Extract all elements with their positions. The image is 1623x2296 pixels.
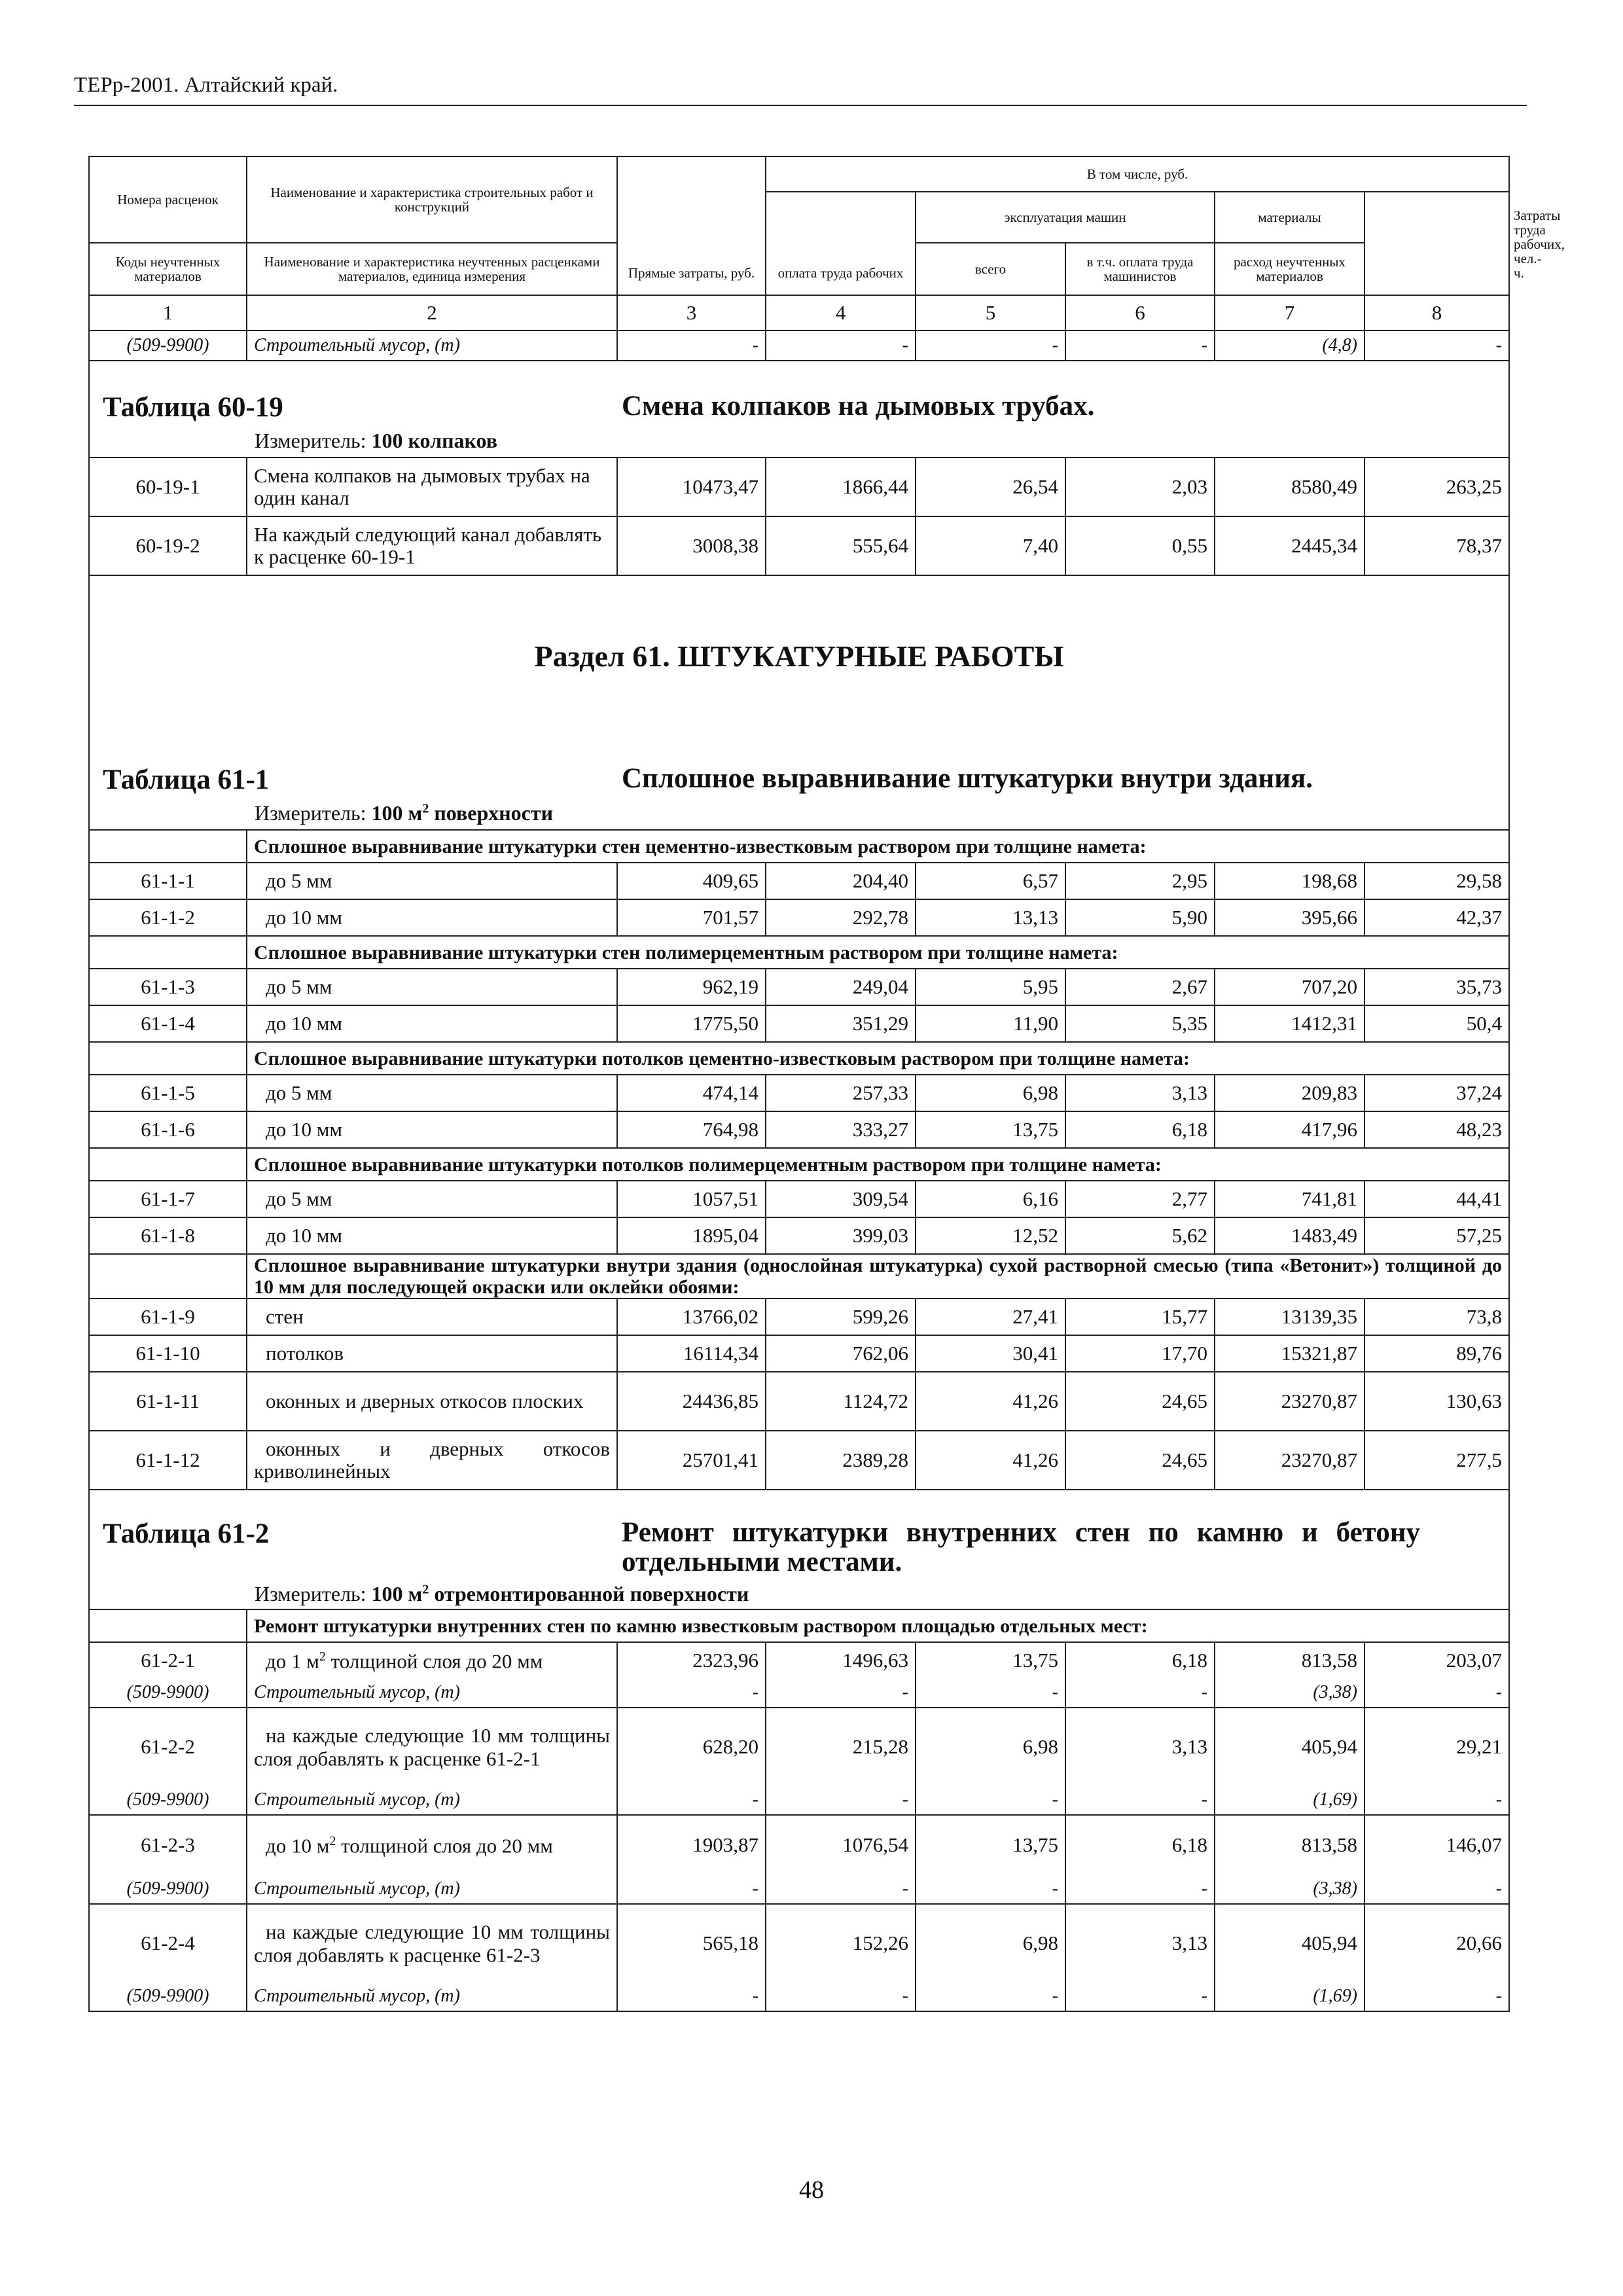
group-spacer [89, 1254, 247, 1299]
meter-line [90, 429, 1508, 453]
cell-mach-pay: - [1065, 1678, 1215, 1708]
table-row [89, 457, 1509, 516]
col-number: 6 [1065, 295, 1215, 331]
group-heading-row [89, 1042, 1509, 1075]
cell-direct: 10473,47 [617, 457, 766, 516]
table-60-19-caption [89, 361, 1509, 457]
col-number: 1 [89, 295, 247, 331]
cell-direct: 1903,87 [617, 1815, 766, 1874]
table-number: Таблица 61-1 [103, 764, 270, 795]
meter-rest: поверхности [429, 801, 554, 825]
table-row [89, 1372, 1509, 1431]
rate-name: стен [247, 1299, 617, 1335]
cell-mach-pay: - [1065, 331, 1215, 361]
rate-name: до 10 мм [247, 1111, 617, 1148]
cell-pay: 2389,28 [766, 1431, 916, 1490]
cell-mach-pay: 2,03 [1065, 457, 1215, 516]
cell-material: 209,83 [1215, 1075, 1364, 1111]
header-materials: материалы [1215, 192, 1364, 243]
header-machinists-pay: в т.ч. оплата труда машинистов [1065, 243, 1215, 295]
cell-pay: - [766, 1678, 916, 1708]
debris-row [89, 1785, 1509, 1815]
header-material-name: Наименование и характеристика неучтенных расценками материалов, единица измерения [247, 243, 617, 295]
cell-mach-pay: 5,35 [1065, 1005, 1215, 1042]
cell-direct: - [617, 1874, 766, 1904]
meter-label: Измеритель: [255, 1582, 366, 1606]
cell-material: 1412,31 [1215, 1005, 1364, 1042]
rate-code: 60-19-1 [89, 457, 247, 516]
cell-direct: 409,65 [617, 863, 766, 899]
meter-rest: отремонтированной поверхности [429, 1582, 749, 1606]
cell-material: (4,8) [1215, 331, 1364, 361]
cell-labor: 146,07 [1364, 1815, 1509, 1874]
table-row [89, 899, 1509, 936]
cell-labor: 48,23 [1364, 1111, 1509, 1148]
rate-name [247, 1642, 617, 1678]
cell-direct: 13766,02 [617, 1299, 766, 1335]
cell-mach: - [916, 1785, 1065, 1815]
cell-mach: 26,54 [916, 457, 1065, 516]
group-heading-row [89, 830, 1509, 863]
cell-mach: 13,75 [916, 1642, 1065, 1678]
table-row [89, 1299, 1509, 1335]
cell-labor: 29,58 [1364, 863, 1509, 899]
table-row [89, 1111, 1509, 1148]
cell-pay: - [766, 1982, 916, 2011]
rate-name: до 5 мм [247, 1181, 617, 1217]
group-spacer [89, 1042, 247, 1075]
rate-code: 61-1-7 [89, 1181, 247, 1217]
cell-pay: 1076,54 [766, 1815, 916, 1874]
group-heading: Ремонт штукатурки внутренних стен по камню известковым раствором площадью отдельных мест: [247, 1609, 1509, 1642]
rate-name: оконных и дверных откосов плоских [247, 1372, 617, 1431]
cell-material: 405,94 [1215, 1904, 1364, 1982]
cell-material: 395,66 [1215, 899, 1364, 936]
meter-label: Измеритель: [255, 801, 366, 825]
cell-material: (1,69) [1215, 1785, 1364, 1815]
rate-code: 61-1-10 [89, 1335, 247, 1372]
cell-mach-pay: 3,13 [1065, 1904, 1215, 1982]
rate-name: до 10 мм [247, 1217, 617, 1254]
rate-code: 61-1-1 [89, 863, 247, 899]
cell-mach-pay: 6,18 [1065, 1111, 1215, 1148]
rate-code: 61-1-2 [89, 899, 247, 936]
meter-line [90, 801, 1508, 825]
cell-mach: 41,26 [916, 1431, 1065, 1490]
debris-name: Строительный мусор, (т) [247, 1982, 617, 2011]
cell-labor: 57,25 [1364, 1217, 1509, 1254]
meter-label: Измеритель: [255, 429, 366, 452]
cell-pay: 309,54 [766, 1181, 916, 1217]
cell-material: 813,58 [1215, 1642, 1364, 1678]
cell-material: (1,69) [1215, 1982, 1364, 2011]
group-heading: Сплошное выравнивание штукатурки внутри здания (однослойная штукатурка) сухой растворной смесью (типа «Ветонит») толщиной до 10 мм для последующей окраски или оклейки обоями: [247, 1254, 1509, 1299]
cell-pay: 555,64 [766, 516, 916, 575]
rate-name-rest: толщиной слоя до 20 мм [325, 1649, 543, 1672]
cell-labor: 50,4 [1364, 1005, 1509, 1042]
cell-mach-pay: 17,70 [1065, 1335, 1215, 1372]
rate-name: до 10 мм [247, 899, 617, 936]
rate-code: 61-2-2 [89, 1708, 247, 1785]
table-number: Таблица 61-2 [103, 1518, 270, 1549]
rate-code: 60-19-2 [89, 516, 247, 575]
cell-direct: 764,98 [617, 1111, 766, 1148]
cell-material: 813,58 [1215, 1815, 1364, 1874]
rate-code: 61-2-4 [89, 1904, 247, 1982]
cell-mach-pay: 0,55 [1065, 516, 1215, 575]
section-title: Раздел 61. ШТУКАТУРНЫЕ РАБОТЫ [534, 639, 1064, 673]
cell-labor: 37,24 [1364, 1075, 1509, 1111]
table-number: Таблица 60-19 [103, 392, 283, 423]
cell-mach: - [916, 1678, 1065, 1708]
cell-mach-pay: 2,95 [1065, 863, 1215, 899]
cell-material: 417,96 [1215, 1111, 1364, 1148]
table-title: Ремонт штукатурки внутренних стен по камню и бетону отдельными местами. [622, 1517, 1420, 1578]
rate-name: до 10 мм [247, 1005, 617, 1042]
table-row [89, 1005, 1509, 1042]
rate-name [247, 1708, 617, 1785]
table-row [89, 1431, 1509, 1490]
cell-pay: - [766, 1874, 916, 1904]
cell-mach-pay: 24,65 [1065, 1431, 1215, 1490]
cell-mach-pay: - [1065, 1982, 1215, 2011]
rate-name-sup: 2 [319, 1649, 326, 1664]
meter-sup: 2 [422, 1582, 429, 1597]
cell-material: 198,68 [1215, 863, 1364, 899]
cell-mach-pay: 2,77 [1065, 1181, 1215, 1217]
cell-mach: 12,52 [916, 1217, 1065, 1254]
cell-labor: - [1364, 1874, 1509, 1904]
cell-material: 741,81 [1215, 1181, 1364, 1217]
table-row [89, 1217, 1509, 1254]
cell-mach: 30,41 [916, 1335, 1065, 1372]
rate-code: 61-1-11 [89, 1372, 247, 1431]
debris-name: Строительный мусор, (т) [247, 1874, 617, 1904]
group-heading-row [89, 1254, 1509, 1299]
rates-table: Номера расценок Наименование и характеристика строительных работ и конструкций Прямые затраты, руб. В том числе, руб. Затраты труда рабочих, чел.-ч. оплата труда рабочих эксплуатация машин материалы Коды неучтенных материалов Наименование и характеристика неучтенных расценками материалов, единица измерения всего в т.ч. оплата труда машинистов расход неучтенных материалов 1 2 3 4 5 6 7 8 (509-9900) Строительный мусор, (т) - - - - (4,8) - Таблица 60-19 Смена колпаков на дымовых трубах. Измеритель: 100 колпаков 60-19-1 Смена колпаков на дымовых трубах на один канал 10473,47 1866,44 26,54 2,03 8580,49 263,25 60-19-2 На каждый следующий канал добавлять к расценке 60-19-1 3008,38 555,64 7,40 0,55 2445,34 78,37 Раздел 61. ШТУКАТУРНЫЕ РАБОТЫ Таблица 61-1 Сплошное выравнивание штукатурки внутри здания. Измеритель: 100 $м^2$ поверхности Сплошное выравнивание штукатурки стен цементно-известковым раствором при толщине намета: 61-1-1 до 5 мм 409,65 204,40 6,57 2,95 198,68 29,58 61-1-2 до 10 мм 701,57 292,78 13,13 5,90 395,66 42,37 Сплошное выравнивание штукатурки стен полимерцементным раствором при толщине намета: 61-1-3 до 5 мм 962,19 249,04 5,95 2,67 707,20 35,73 61-1-4 до 10 мм 1775,50 351,29 11,90 5,35 1412,31 50,4 Сплошное выравнивание штукатурки потолков цементно-известковым раствором при толщине намета: 61-1-5 до 5 мм 474,14 257,33 6,98 3,13 209,83 37,24 61-1-6 до 10 мм 764,98 333,27 13,75 6,18 417,96 48,23 Сплошное выравнивание штукатурки потолков полимерцементным раствором при толщине намета: 61-1-7 до 5 мм 1057,51 309,54 6,16 2,77 741,81 44,41 61-1-8 до 10 мм 1895,04 399,03 12,52 5,62 1483,49 57,25 Сплошное выравнивание штукатурки внутри здания (однослойная штукатурка) сухой растворной смесью (типа «Ветонит») толщиной до 10 мм для последующей окраски или оклейки обоями: 61-1-9 стен 13766,02 599,26 27,41 15,77 13139,35 73,8 61-1-10 потолков 16114,34 762,06 30,41 17,70 15321,87 89,76 61-1-11 оконных и дверных откосов плоских 24436,85 1124,72 41,26 24,65 23270,87 130,63 61-1-12 оконных и дверных откосов криволинейных 25701,41 2389,28 41,26 24,65 23270,87 277,5 Таблица 61-2 Ремонт штукатурки внутренних стен по камню и бетону отдельными местами. Измеритель: 100 $м^2$ отремонтированной поверхности Ремонт штукатурки внутренних стен по камню известковым раствором площадью отдельных мест: 61-2-1 до 1 $м^2$ толщиной слоя до 20 мм 2323,96 1496,63 13,75 6,18 813,58 203,07 (509-9900) Строительный мусор, (т) - - - - (3,38) - 61-2-2 на каждые следующие 10 мм толщины слоя добавлять к расценке 61-2-1 628,20 215,28 6,98 3,13 405,94 29,21 (509-9900) Строительный мусор, (т) - - - - (1,69) - 61-2-3 до 10 $м^2$ толщиной слоя до 20 мм 1903,87 1076,54 13,75 6,18 813,58 146,07 (509-9900) Строительный мусор, (т) - - - - (3,38) - 61-2-4 на каждые следующие 10 мм толщины слоя добавлять к расценке 61-2-3 565,18 152,26 6,98 3,13 405,94 20,66 (509-9900) Строительный мусор, (т) - - - - (1,69) - [88, 156, 1510, 2012]
rate-name: На каждый следующий канал добавлять к расценке 60-19-1 [247, 516, 617, 575]
cell-labor: 78,37 [1364, 516, 1509, 575]
header-total: всего [916, 243, 1065, 295]
col-number: 4 [766, 295, 916, 331]
cell-pay: 215,28 [766, 1708, 916, 1785]
rate-name: оконных и дверных откосов криволинейных [247, 1431, 617, 1490]
table-row [89, 1815, 1509, 1874]
table-row [89, 1335, 1509, 1372]
rate-name-text: на каждые следующие 10 мм толщины слоя добавлять к расценке 61-2-1 [254, 1723, 610, 1770]
cell-direct: 1057,51 [617, 1181, 766, 1217]
col-number: 7 [1215, 295, 1364, 331]
cell-labor: 203,07 [1364, 1642, 1509, 1678]
cell-material: (3,38) [1215, 1678, 1364, 1708]
cell-mach: - [916, 1874, 1065, 1904]
cell-mach-pay: 5,62 [1065, 1217, 1215, 1254]
header-material-codes: Коды неучтенных материалов [89, 243, 247, 295]
cell-mach: 11,90 [916, 1005, 1065, 1042]
debris-code: (509-9900) [89, 331, 247, 361]
debris-row [89, 1982, 1509, 2011]
table-row [89, 1904, 1509, 1982]
cell-labor: 277,5 [1364, 1431, 1509, 1490]
cell-direct: 474,14 [617, 1075, 766, 1111]
rate-name: до 5 мм [247, 1075, 617, 1111]
cell-material: 15321,87 [1215, 1335, 1364, 1372]
table-row [89, 969, 1509, 1005]
cell-mach: 27,41 [916, 1299, 1065, 1335]
running-head: ТЕРр-2001. Алтайский край. [74, 73, 338, 97]
cell-direct: 1895,04 [617, 1217, 766, 1254]
cell-direct: 3008,38 [617, 516, 766, 575]
cell-pay: 1496,63 [766, 1642, 916, 1678]
cell-mach: 6,98 [916, 1904, 1065, 1982]
rate-name-sup: 2 [329, 1833, 336, 1848]
col-number: 2 [247, 295, 617, 331]
cell-direct: 565,18 [617, 1904, 766, 1982]
group-heading: Сплошное выравнивание штукатурки потолков цементно-известковым раствором при толщине намета: [247, 1042, 1509, 1075]
cell-pay: 762,06 [766, 1335, 916, 1372]
rate-name: до 5 мм [247, 863, 617, 899]
header-including: В том числе, руб. [766, 156, 1509, 192]
cell-direct: 25701,41 [617, 1431, 766, 1490]
cell-pay: - [766, 331, 916, 361]
cell-pay: 1866,44 [766, 457, 916, 516]
cell-pay: 599,26 [766, 1299, 916, 1335]
document-page [88, 156, 1565, 2012]
cell-labor: - [1364, 1678, 1509, 1708]
cell-pay: 152,26 [766, 1904, 916, 1982]
table-61-2-body [89, 1642, 1509, 2011]
group-spacer [89, 1148, 247, 1181]
cell-labor: 29,21 [1364, 1708, 1509, 1785]
rate-code: 61-1-6 [89, 1111, 247, 1148]
cell-mach: 6,98 [916, 1075, 1065, 1111]
rate-name: потолков [247, 1335, 617, 1372]
cell-material: 707,20 [1215, 969, 1364, 1005]
col-number: 5 [916, 295, 1065, 331]
cell-mach: 5,95 [916, 969, 1065, 1005]
rate-code: 61-2-3 [89, 1815, 247, 1874]
cell-pay: 204,40 [766, 863, 916, 899]
cell-labor: - [1364, 1982, 1509, 2011]
debris-code: (509-9900) [89, 1874, 247, 1904]
debris-row [89, 1874, 1509, 1904]
cell-mach: - [916, 331, 1065, 361]
cell-mach-pay: 3,13 [1065, 1708, 1215, 1785]
cell-direct: - [617, 1785, 766, 1815]
cell-mach: - [916, 1982, 1065, 2011]
cell-labor: 130,63 [1364, 1372, 1509, 1431]
debris-row [89, 1678, 1509, 1708]
cell-direct: - [617, 1678, 766, 1708]
cell-labor: 89,76 [1364, 1335, 1509, 1372]
cell-mach: 6,57 [916, 863, 1065, 899]
group-heading-row [89, 936, 1509, 969]
header-unaccounted-materials: расход неучтенных материалов [1215, 243, 1364, 295]
cell-pay: 399,03 [766, 1217, 916, 1254]
cell-mach: 41,26 [916, 1372, 1065, 1431]
table-61-1-body [89, 830, 1509, 1490]
cell-direct: 962,19 [617, 969, 766, 1005]
cell-mach-pay: 6,18 [1065, 1815, 1215, 1874]
header-machine-operation: эксплуатация машин [916, 192, 1215, 243]
cell-pay: 292,78 [766, 899, 916, 936]
group-heading-row [89, 1148, 1509, 1181]
rate-name-text: до 1 м [266, 1649, 319, 1672]
rate-code: 61-1-5 [89, 1075, 247, 1111]
table-row [89, 863, 1509, 899]
group-heading: Сплошное выравнивание штукатурки стен полимерцементным раствором при толщине намета: [247, 936, 1509, 969]
col-number: 8 [1364, 295, 1509, 331]
cell-direct: 1775,50 [617, 1005, 766, 1042]
cell-direct: 701,57 [617, 899, 766, 936]
cell-material: 2445,34 [1215, 516, 1364, 575]
meter-line [90, 1582, 1508, 1606]
debris-code: (509-9900) [89, 1982, 247, 2011]
cell-labor: 20,66 [1364, 1904, 1509, 1982]
table-row [89, 1181, 1509, 1217]
header-work-name: Наименование и характеристика строительных работ и конструкций [247, 156, 617, 243]
table-title: Смена колпаков на дымовых трубах. [622, 391, 1095, 422]
rate-name-rest: толщиной слоя до 20 мм [336, 1833, 553, 1857]
cell-direct: 628,20 [617, 1708, 766, 1785]
header-direct-costs: Прямые затраты, руб. [617, 156, 766, 295]
cell-mach: 7,40 [916, 516, 1065, 575]
rate-code: 61-1-12 [89, 1431, 247, 1490]
debris-code: (509-9900) [89, 1785, 247, 1815]
cell-material: 1483,49 [1215, 1217, 1364, 1254]
rate-name: до 5 мм [247, 969, 617, 1005]
cell-mach-pay: - [1065, 1785, 1215, 1815]
cell-labor: - [1364, 1785, 1509, 1815]
cell-direct: 2323,96 [617, 1642, 766, 1678]
rate-name-text: на каждые следующие 10 мм толщины слоя добавлять к расценке 61-2-3 [254, 1920, 610, 1966]
cell-mach-pay: 2,67 [1065, 969, 1215, 1005]
debris-name: Строительный мусор, (т) [247, 331, 617, 361]
cell-labor: 263,25 [1364, 457, 1509, 516]
cell-labor: 42,37 [1364, 899, 1509, 936]
cell-mach: 13,75 [916, 1815, 1065, 1874]
cell-mach-pay: 6,18 [1065, 1642, 1215, 1678]
meter-value: 100 колпаков [371, 429, 497, 452]
cell-mach-pay: 15,77 [1065, 1299, 1215, 1335]
cell-pay: - [766, 1785, 916, 1815]
group-heading: Сплошное выравнивание штукатурки стен цементно-известковым раствором при толщине намета: [247, 830, 1509, 863]
cell-labor: 35,73 [1364, 969, 1509, 1005]
header-rate-numbers: Номера расценок [89, 156, 247, 243]
rate-code: 61-1-3 [89, 969, 247, 1005]
col-number: 3 [617, 295, 766, 331]
cell-mach-pay: 5,90 [1065, 899, 1215, 936]
rate-name: Смена колпаков на дымовых трубах на один канал [247, 457, 617, 516]
cell-pay: 333,27 [766, 1111, 916, 1148]
group-spacer [89, 830, 247, 863]
cell-material: (3,38) [1215, 1874, 1364, 1904]
table-title: Сплошное выравнивание штукатурки внутри здания. [622, 763, 1313, 794]
cell-pay: 1124,72 [766, 1372, 916, 1431]
table-row [89, 1642, 1509, 1678]
group-heading: Сплошное выравнивание штукатурки потолков полимерцементным раствором при толщине намета: [247, 1148, 1509, 1181]
cell-material: 23270,87 [1215, 1372, 1364, 1431]
cell-mach: 6,98 [916, 1708, 1065, 1785]
group-spacer [89, 936, 247, 969]
meter-sup: 2 [422, 801, 429, 816]
cell-material: 405,94 [1215, 1708, 1364, 1785]
rate-code: 61-1-8 [89, 1217, 247, 1254]
table-row [89, 1708, 1509, 1785]
table-row [89, 516, 1509, 575]
debris-name: Строительный мусор, (т) [247, 1785, 617, 1815]
cell-mach: 13,75 [916, 1111, 1065, 1148]
cell-pay: 249,04 [766, 969, 916, 1005]
rate-code: 61-1-4 [89, 1005, 247, 1042]
cell-direct: - [617, 331, 766, 361]
cell-material: 13139,35 [1215, 1299, 1364, 1335]
rate-name [247, 1904, 617, 1982]
cell-pay: 257,33 [766, 1075, 916, 1111]
meter-value: 100 м [371, 801, 423, 825]
cell-mach-pay: 24,65 [1065, 1372, 1215, 1431]
cell-labor: 73,8 [1364, 1299, 1509, 1335]
cell-direct: 16114,34 [617, 1335, 766, 1372]
cell-mach: 6,16 [916, 1181, 1065, 1217]
debris-row [89, 331, 1509, 361]
rate-name-text: до 10 м [266, 1833, 330, 1857]
debris-name: Строительный мусор, (т) [247, 1678, 617, 1708]
section-61-caption [89, 575, 1509, 830]
cell-labor: 44,41 [1364, 1181, 1509, 1217]
meter-value: 100 м [371, 1582, 423, 1606]
cell-mach-pay: 3,13 [1065, 1075, 1215, 1111]
cell-labor: - [1364, 331, 1509, 361]
table-61-2-caption [89, 1490, 1509, 1609]
table-row [89, 1075, 1509, 1111]
debris-code: (509-9900) [89, 1678, 247, 1708]
header-workers-pay: оплата труда рабочих [766, 192, 916, 295]
rate-code: 61-1-9 [89, 1299, 247, 1335]
cell-pay: 351,29 [766, 1005, 916, 1042]
rate-name [247, 1815, 617, 1874]
page-number: 48 [799, 2176, 824, 2204]
cell-material: 8580,49 [1215, 457, 1364, 516]
header-rule [74, 105, 1527, 106]
cell-direct: - [617, 1982, 766, 2011]
cell-mach: 13,13 [916, 899, 1065, 936]
cell-mach-pay: - [1065, 1874, 1215, 1904]
rate-code: 61-2-1 [89, 1642, 247, 1678]
cell-material: 23270,87 [1215, 1431, 1364, 1490]
cell-direct: 24436,85 [617, 1372, 766, 1431]
